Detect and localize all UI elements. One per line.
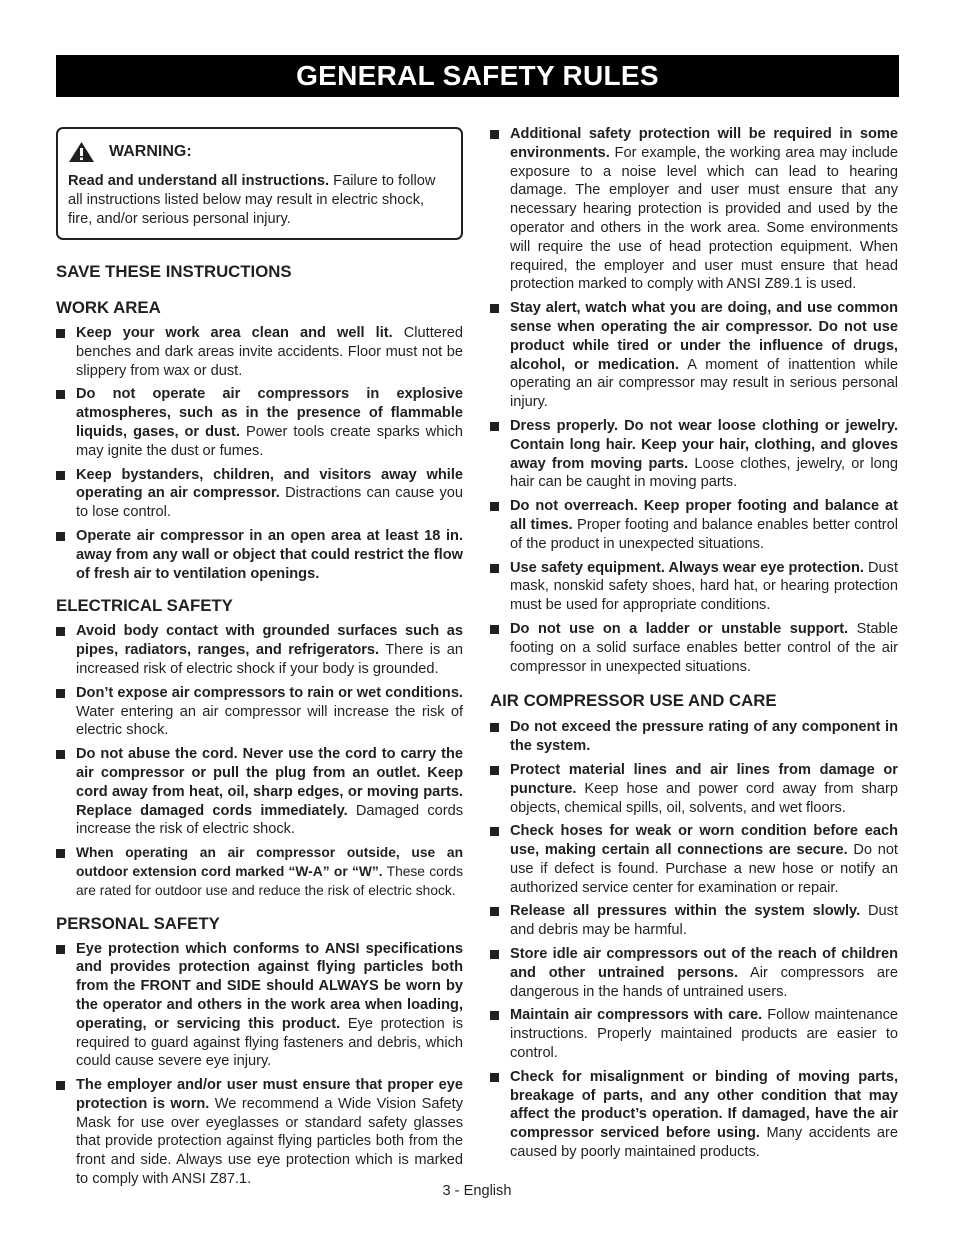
square-bullet-icon: [490, 625, 499, 634]
list-item-body: Air compressors are dangerous in the hands of untrained users.: [510, 964, 898, 1000]
list-item-body: Follow maintenance instructions. Properly maintained products are easier to control.: [510, 1007, 898, 1062]
list-item: [56, 466, 463, 522]
list-item-text: [76, 844, 463, 900]
list-item-bold: The employer and/or user must ensure that proper eye protection is worn.: [76, 1077, 463, 1112]
list-item-bold: Check for misalignment or binding of moving parts, breakage of parts, and any other condition that may affect the product’s operation. If damaged, have the air compressor serviced before using.: [510, 1068, 898, 1142]
square-bullet-icon: [490, 564, 499, 573]
electrical-safety-heading: ELECTRICAL SAFETY: [56, 596, 233, 616]
list-item-body: Water entering an air compressor will increase the risk of electric shock.: [76, 703, 463, 739]
square-bullet-icon: [490, 422, 499, 431]
square-bullet-icon: [56, 471, 65, 480]
list-item-text: [510, 945, 898, 1001]
square-bullet-icon: [490, 1073, 499, 1082]
list-item: [56, 745, 463, 839]
list-item-text: [510, 417, 898, 492]
list-item-text: [76, 466, 463, 522]
square-bullet-icon: [490, 304, 499, 313]
square-bullet-icon: [56, 750, 65, 759]
list-item-bold: Do not abuse the cord. Never use the cord to carry the air compressor or pull the plug from an outlet. Keep cord away from heat, oil, sharp edges, or moving parts. Replace damaged cords immediately.: [76, 746, 463, 819]
list-item: [56, 940, 463, 1072]
list-item: [490, 945, 898, 1001]
list-item-bold: Eye protection which conforms to ANSI specifications and provides protection against flying particles both from the FRONT and SIDE should ALWAYS be worn by the operator and others in the work area when loading, operating, or servicing this product.: [76, 940, 463, 1032]
square-bullet-icon: [490, 950, 499, 959]
list-item-text: [76, 940, 463, 1072]
list-item-body: Damaged cords increase the risk of electric shock.: [76, 802, 464, 838]
warning-body-text: Failure to follow all instructions listed below may result in electric shock, fire, and/or serious personal injury.: [68, 173, 436, 227]
list-item: [490, 822, 898, 897]
list-item-text: [76, 684, 463, 740]
list-item-bold: Don’t expose air compressors to rain or wet conditions.: [76, 684, 463, 701]
list-item-body: These cords are rated for outdoor use and reduce the risk of electric shock.: [76, 863, 463, 898]
list-item-body: Stable footing on a solid surface enables better control of the air compressor in unexpected situations.: [510, 620, 899, 675]
personal-safety-heading: PERSONAL SAFETY: [56, 913, 220, 933]
list-item: [490, 902, 898, 940]
square-bullet-icon: [490, 130, 499, 139]
list-item-bold: Do not exceed the pressure rating of any component in the system.: [510, 719, 898, 755]
square-bullet-icon: [490, 827, 499, 836]
page-footer: 3 - English: [442, 1183, 512, 1199]
list-item-bold: Do not operate air compressors in explosive atmospheres, such as in the presence of flammable liquids, gases, or dust.: [76, 386, 463, 440]
list-item-body: A moment of inattention while operating an air compressor may result in serious personal injury.: [510, 356, 898, 411]
square-bullet-icon: [56, 849, 65, 858]
list-item-bold: Additional safety protection will be required in some environments.: [510, 126, 898, 161]
warning-text: [68, 172, 451, 229]
work-area-list: [56, 324, 463, 583]
list-item-body: Distractions can cause you to lose control.: [76, 485, 464, 521]
list-item: [490, 620, 898, 676]
square-bullet-icon: [490, 907, 499, 916]
list-item: [490, 125, 898, 294]
square-bullet-icon: [56, 390, 65, 399]
list-item: [490, 1006, 898, 1062]
square-bullet-icon: [56, 329, 65, 338]
right-column: [490, 125, 898, 1167]
warning-header: [68, 141, 451, 163]
list-item-bold: Keep your work area clean and well lit.: [76, 325, 393, 341]
list-item-text: [510, 718, 898, 756]
list-item-text: [510, 620, 898, 676]
list-item-bold: Dress properly. Do not wear loose clothing or jewelry. Contain long hair. Keep your hair, clothing, and gloves away from moving parts.: [510, 417, 898, 472]
list-item-text: [510, 1006, 898, 1062]
list-item-body: Dust and debris may be harmful.: [510, 903, 899, 939]
list-item: [56, 385, 463, 460]
list-item: [490, 718, 898, 756]
list-item: [56, 527, 463, 583]
list-item-text: [76, 324, 463, 380]
list-item-bold: When operating an air compressor outside, use an outdoor extension cord marked “W-A” or “W”.: [76, 845, 463, 879]
list-item-bold: Do not use on a ladder or unstable support.: [510, 620, 849, 637]
list-item: [56, 844, 463, 900]
list-item-body: Proper footing and balance enables better control of the product in unexpected situations.: [510, 516, 898, 552]
list-item-body: Many accidents are caused by poorly maintained products.: [510, 1125, 898, 1161]
list-item-bold: Release all pressures within the system slowly.: [510, 903, 861, 920]
left-column: [56, 127, 463, 1194]
list-item-text: [510, 559, 898, 615]
list-item-text: [510, 761, 898, 817]
square-bullet-icon: [56, 532, 65, 541]
list-item-body: Cluttered benches and dark areas invite accidents. Floor must not be slippery from wax or dust.: [76, 325, 463, 379]
list-item-body: For example, the working area may include exposure to a noise level which can lead to hearing damage. The employer and user must ensure that any necessary hearing protection is provided and used by the operator and others in the work area. Some environments will require the use of head protection equipment. When required, the employer and user must ensure that head protection marked to comply with ANSI Z89.1 is used.: [510, 144, 898, 293]
list-item: [56, 324, 463, 380]
list-item-bold: Operate air compressor in an open area at least 18 in. away from any wall or object that could restrict the flow of fresh air to ventilation openings.: [76, 527, 463, 582]
list-item: [490, 559, 898, 615]
list-item-text: [76, 622, 463, 678]
electrical-safety-list: [56, 622, 463, 900]
warning-label: WARNING:: [109, 143, 192, 160]
list-item: [490, 1068, 898, 1162]
work-area-heading: WORK AREA: [56, 298, 161, 317]
list-item-bold: Use safety equipment. Always wear eye protection.: [510, 559, 864, 576]
list-item: [490, 417, 898, 492]
list-item-body: Eye protection is required to guard against flying fasteners and debris, which could cause severe eye injury.: [76, 1015, 463, 1070]
list-item-body: Keep hose and power cord away from sharp objects, chemical spills, oil, solvents, and wet floors.: [510, 780, 898, 816]
square-bullet-icon: [490, 1011, 499, 1020]
square-bullet-icon: [490, 766, 499, 775]
list-item: [56, 622, 463, 678]
square-bullet-icon: [56, 689, 65, 698]
list-item: [490, 299, 898, 412]
list-item-bold: Stay alert, watch what you are doing, and use common sense when operating the air compressor. Do not use product while tired or under the influence of drugs, alcohol, or medication.: [510, 300, 898, 373]
save-instructions-heading: SAVE THESE INSTRUCTIONS: [56, 262, 292, 281]
list-item-text: [510, 299, 898, 412]
square-bullet-icon: [56, 945, 65, 954]
list-item-text: [510, 822, 898, 897]
warning-bold-text: Read and understand all instructions.: [68, 173, 330, 189]
list-item: [56, 1076, 463, 1189]
use-and-care-list: [490, 718, 898, 1162]
page-title: GENERAL SAFETY RULES: [56, 55, 899, 97]
list-item-text: [510, 125, 898, 294]
list-item-text: [76, 745, 463, 839]
list-item-bold: Maintain air compressors with care.: [510, 1007, 763, 1024]
list-item-bold: Store idle air compressors out of the reach of children and other untrained persons.: [510, 946, 898, 981]
use-and-care-heading: AIR COMPRESSOR USE AND CARE: [490, 691, 777, 711]
list-item-bold: Keep bystanders, children, and visitors away while operating an air compressor.: [76, 466, 463, 502]
list-item-bold: Protect material lines and air lines from damage or puncture.: [510, 761, 898, 797]
square-bullet-icon: [56, 1081, 65, 1090]
list-item-text: [76, 385, 463, 460]
list-item-body: There is an increased risk of electric shock if your body is grounded.: [76, 642, 464, 677]
warning-triangle-icon: [68, 141, 95, 163]
list-item-body: Loose clothes, jewelry, or long hair can be caught in moving parts.: [510, 455, 898, 491]
list-item-body: Do not use if defect is found. Purchase a new hose or notify an authorized service center for examination or repair.: [510, 842, 898, 896]
list-item-text: [510, 497, 898, 553]
list-item: [490, 497, 898, 553]
personal-safety-list-right: [490, 125, 898, 676]
list-item-bold: Do not overreach. Keep proper footing and balance at all times.: [510, 498, 898, 533]
warning-box: [56, 127, 463, 240]
list-item-body: Power tools create sparks which may ignite the dust or fumes.: [76, 423, 463, 459]
list-item: [490, 761, 898, 817]
list-item-body: Dust mask, nonskid safety shoes, hard hat, or hearing protection must be used for appropriate conditions.: [510, 559, 899, 614]
list-item-text: [510, 1068, 898, 1162]
list-item-text: [76, 1076, 463, 1189]
square-bullet-icon: [490, 502, 499, 511]
list-item-bold: Avoid body contact with grounded surfaces such as pipes, radiators, ranges, and refrigerators.: [76, 623, 463, 659]
list-item-bold: Check hoses for weak or worn condition before each use, making certain all connections are secure.: [510, 823, 898, 859]
list-item: [56, 684, 463, 740]
list-item-body: We recommend a Wide Vision Safety Mask for use over eyeglasses or standard safety glasses that provide protection against flying particles both from the front and side. Always use eye protection which is marked to comply with ANSI Z87.1.: [76, 1095, 463, 1188]
list-item-text: [76, 527, 463, 583]
list-item-text: [510, 902, 898, 940]
square-bullet-icon: [56, 627, 65, 636]
square-bullet-icon: [490, 723, 499, 732]
personal-safety-list-left: [56, 940, 463, 1189]
